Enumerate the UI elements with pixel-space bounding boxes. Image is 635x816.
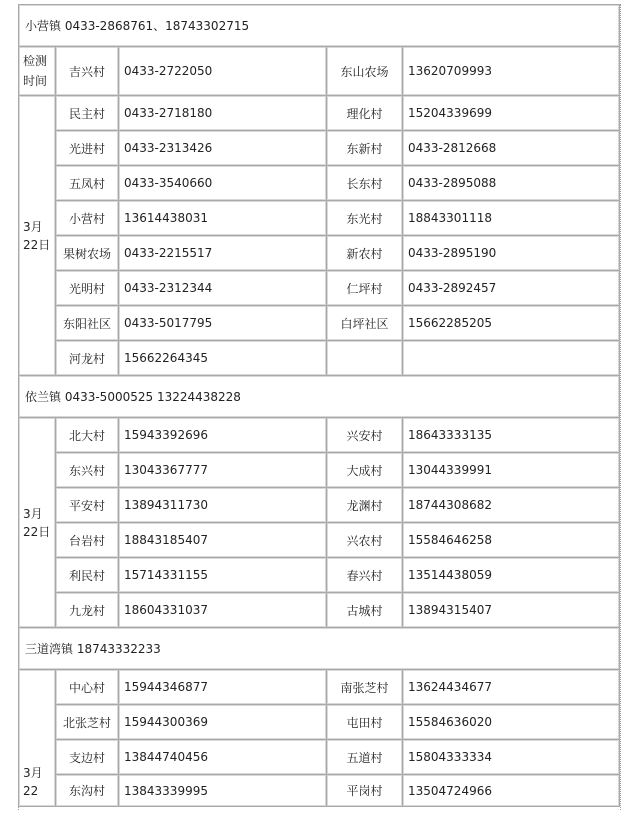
section-title: 依兰镇 0433-5000525 13224438228 [19,376,620,418]
village-name: 平安村 [56,488,119,523]
village-name: 九龙村 [56,593,119,628]
phone-number: 0433-2312344 [119,271,327,306]
phone-number: 18843185407 [119,523,327,558]
phone-number: 13043367777 [119,453,327,488]
village-name: 长东村 [327,166,403,201]
phone-number: 13844740456 [119,740,327,775]
village-name: 春兴村 [327,558,403,593]
village-name: 支边村 [56,740,119,775]
phone-number: 15944300369 [119,705,327,740]
phone-number: 15714331155 [119,558,327,593]
phone-number: 13894311730 [119,488,327,523]
village-name: 兴农村 [327,523,403,558]
table-row [19,96,620,131]
village-name: 河龙村 [56,341,119,376]
village-name: 果树农场 [56,236,119,271]
phone-number: 0433-2895190 [403,236,620,271]
village-name: 屯田村 [327,705,403,740]
phone-number: 0433-2722050 [119,47,327,96]
phone-number: 18604331037 [119,593,327,628]
phone-number: 13514438059 [403,558,620,593]
phone-number: 15584636020 [403,705,620,740]
phone-number: 0433-2215517 [119,236,327,271]
village-name: 台岩村 [56,523,119,558]
phone-number: 15584646258 [403,523,620,558]
phone-number: 15804333334 [403,740,620,775]
village-name: 大成村 [327,453,403,488]
village-name: 东兴村 [56,453,119,488]
phone-number: 15662285205 [403,306,620,341]
phone-number: 0433-2895088 [403,166,620,201]
village-name: 光明村 [56,271,119,306]
time-label: 检测时间 [19,47,56,96]
table-row [19,523,620,558]
phone-number: 0433-2892457 [403,271,620,306]
table-row [19,593,620,628]
village-name: 民主村 [56,96,119,131]
phone-number: 15204339699 [403,96,620,131]
phone-number: 18843301118 [403,201,620,236]
village-name: 光进村 [56,131,119,166]
phone-number: 0433-2313426 [119,131,327,166]
table-row [19,488,620,523]
date-cell: 3月22日 [19,418,56,628]
village-name: 东光村 [327,201,403,236]
village-contact-table [18,4,620,807]
village-name: 新农村 [327,236,403,271]
village-name: 理化村 [327,96,403,131]
village-name: 吉兴村 [56,47,119,96]
table-row [19,775,620,807]
phone-number: 13843339995 [119,775,327,807]
phone-number: 13894315407 [403,593,620,628]
village-name: 北张芝村 [56,705,119,740]
village-name: 兴安村 [327,418,403,453]
phone-number: 0433-5017795 [119,306,327,341]
section-header-row [19,628,620,670]
phone-number: 15944346877 [119,670,327,705]
village-name: 南张芝村 [327,670,403,705]
date-cell: 3月22日 [19,96,56,376]
section-title: 三道湾镇 18743332233 [19,628,620,670]
village-name: 北大村 [56,418,119,453]
table-row [19,47,620,96]
table-row [19,341,620,376]
date-cell: 3月22 [19,670,56,807]
phone-number: 0433-2718180 [119,96,327,131]
phone-number: 15943392696 [119,418,327,453]
village-name: 五道村 [327,740,403,775]
section-title: 小营镇 0433-2868761、18743302715 [19,5,620,47]
table-row [19,131,620,166]
phone-number: 18643333135 [403,418,620,453]
village-name: 东沟村 [56,775,119,807]
phone-number: 13624434677 [403,670,620,705]
village-name: 白坪社区 [327,306,403,341]
table-row [19,271,620,306]
village-name: 利民村 [56,558,119,593]
phone-number: 13044339991 [403,453,620,488]
village-name: 东新村 [327,131,403,166]
village-name: 东阳社区 [56,306,119,341]
phone-number: 13614438031 [119,201,327,236]
phone-number: 18744308682 [403,488,620,523]
table-row [19,236,620,271]
village-name: 平岗村 [327,775,403,807]
table-row [19,201,620,236]
village-name [327,341,403,376]
phone-number [403,341,620,376]
phone-number: 13620709993 [403,47,620,96]
village-name: 中心村 [56,670,119,705]
section-header-row [19,376,620,418]
table-row [19,740,620,775]
table-row [19,453,620,488]
table-row [19,166,620,201]
village-name: 小营村 [56,201,119,236]
table-row [19,306,620,341]
village-name: 五凤村 [56,166,119,201]
phone-number: 0433-2812668 [403,131,620,166]
table-row [19,670,620,705]
table-row [19,418,620,453]
phone-number: 0433-3540660 [119,166,327,201]
section-header-row [19,5,620,47]
village-name: 仁坪村 [327,271,403,306]
village-name: 东山农场 [327,47,403,96]
village-name: 龙渊村 [327,488,403,523]
table-row [19,558,620,593]
table-row [19,705,620,740]
phone-number: 13504724966 [403,775,620,807]
phone-number: 15662264345 [119,341,327,376]
village-name: 古城村 [327,593,403,628]
